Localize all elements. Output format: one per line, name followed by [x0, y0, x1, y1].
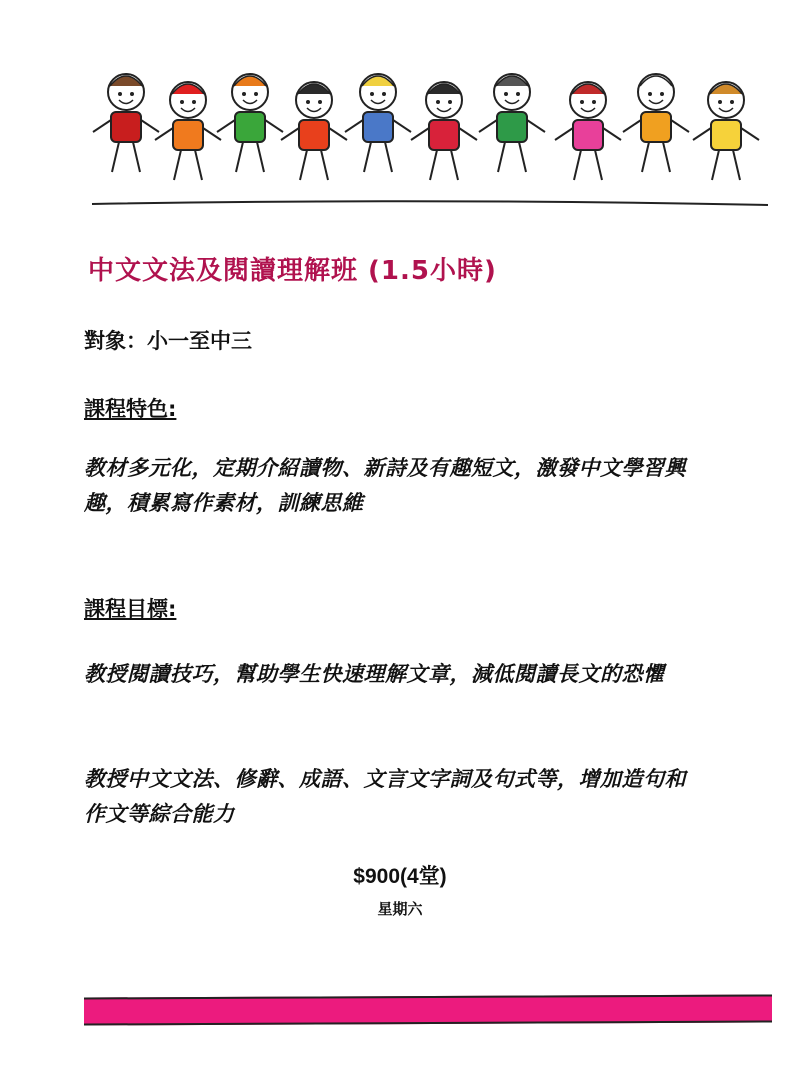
- decorative-bar: [84, 994, 772, 1025]
- features-heading: 課程特色:: [84, 397, 177, 421]
- goal-item: 教授中文文法、修辭、成語、文言文字詞及句式等，增加造句和作文等綜合能力: [84, 767, 686, 826]
- course-title: 中文文法及閱讀理解班 (1.5小時): [88, 256, 497, 286]
- class-day: 星期六: [377, 900, 423, 918]
- children-holding-hands-illustration: [88, 62, 772, 212]
- target-audience: 對象：小一至中三: [84, 329, 252, 353]
- price: $900(4堂): [353, 865, 447, 888]
- features-text: 教材多元化，定期介紹讀物、新詩及有趣短文，激發中文學習興趣，積累寫作素材，訓練思維: [84, 456, 686, 515]
- goals-heading: 課程目標:: [84, 597, 177, 621]
- goal-item: 教授閱讀技巧，幫助學生快速理解文章，減低閱讀長文的恐懼: [84, 662, 665, 686]
